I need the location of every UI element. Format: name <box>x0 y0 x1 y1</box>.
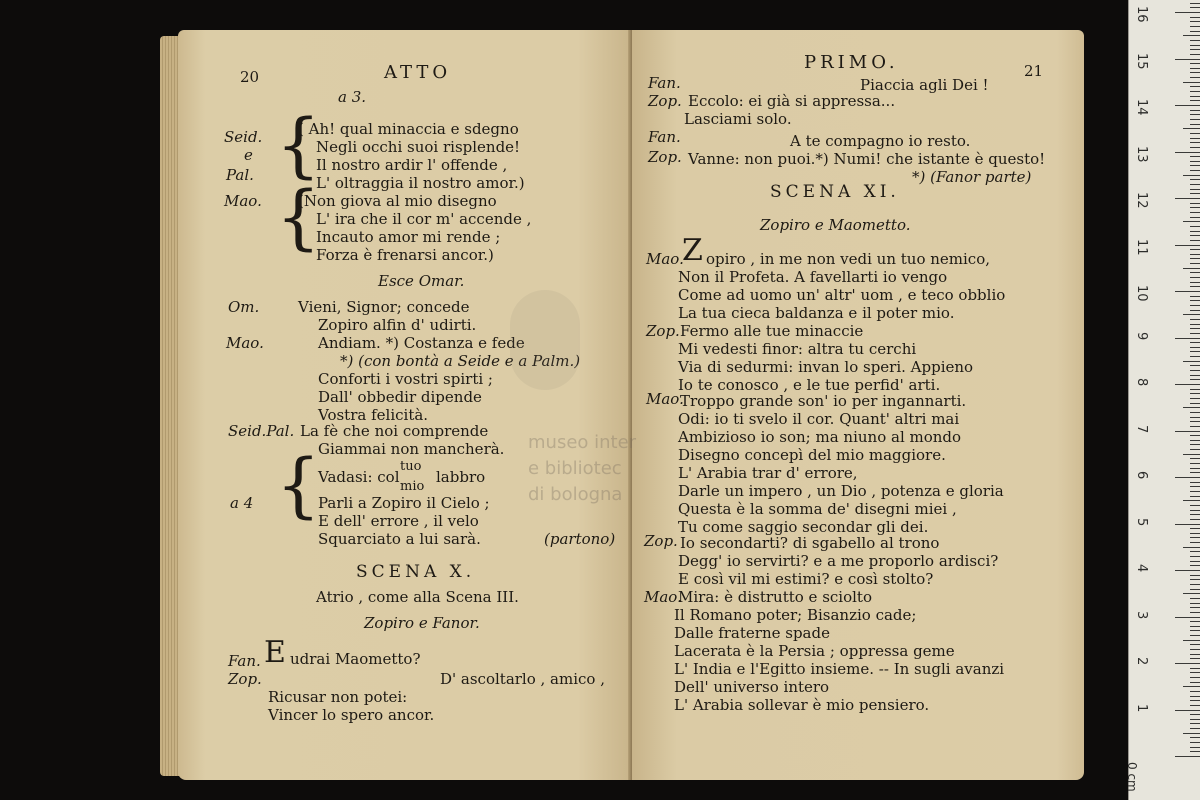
left-line-sp4: Om. <box>228 298 260 316</box>
right-line-r15: Io te conosco , e le tue perfid' arti. <box>678 376 941 394</box>
ruler-tick <box>1190 124 1200 125</box>
ruler-tick <box>1190 491 1200 492</box>
ruler-number: 10 <box>1134 285 1149 302</box>
ruler-tick <box>1183 733 1200 734</box>
ruler-tick <box>1190 444 1200 445</box>
right-line-r2: Eccolo: ei già si appressa... <box>688 92 896 110</box>
ruler-tick <box>1190 21 1200 22</box>
right-line-r16: Troppo grande son' io per ingannarti. <box>680 392 967 410</box>
ruler-tick <box>1183 500 1200 501</box>
ruler-tick <box>1175 198 1200 199</box>
ruler-tick <box>1175 756 1200 757</box>
ruler-tick <box>1190 644 1200 645</box>
ruler-tick <box>1190 486 1200 487</box>
right-line-r8: opiro , in me non vedi un tuo nemico, <box>706 250 991 268</box>
ruler-tick <box>1190 672 1200 673</box>
ruler-tick <box>1190 603 1200 604</box>
brace-seid-pal: { <box>276 104 321 186</box>
ruler-number: 9 <box>1134 331 1149 340</box>
ruler-tick <box>1190 277 1200 278</box>
right-line-r27s: Mao. <box>644 588 682 606</box>
ruler-tick <box>1190 705 1200 706</box>
ruler-tick <box>1175 338 1200 339</box>
ruler-tick <box>1183 82 1200 83</box>
ruler-tick <box>1190 551 1200 552</box>
right-line-r11: La tua cieca baldanza e il poter mio. <box>678 304 955 322</box>
ruler-tick <box>1183 128 1200 129</box>
ruler-number: 3 <box>1134 610 1149 619</box>
right-line-r8s: Mao. <box>646 250 684 268</box>
ruler-tick <box>1190 621 1200 622</box>
ruler-tick <box>1190 189 1200 190</box>
left-line-st1: Esce Omar. <box>378 272 465 290</box>
right-line-r12s: Zop. <box>646 322 680 340</box>
left-line-tuo: tuo <box>400 459 422 474</box>
ruler-tick <box>1190 254 1200 255</box>
left-line-sp9: Zop. <box>228 670 262 688</box>
right-line-r5s: Zop. <box>648 148 682 166</box>
ruler-tick <box>1190 161 1200 162</box>
ruler-tick <box>1183 593 1200 594</box>
right-line-r5: Vanne: non puoi.*) Numi! che istante è questo! <box>688 150 1046 168</box>
right-line-r9: Non il Profeta. A favellarti io vengo <box>678 268 948 286</box>
ruler-tick <box>1190 626 1200 627</box>
left-line-l7: Incauto amor mi rende ; <box>316 228 501 246</box>
ruler-tick <box>1190 365 1200 366</box>
ruler-tick <box>1190 91 1200 92</box>
right-line-r23: Tu come saggio secondar gli dei. <box>678 518 929 536</box>
ruler-tick <box>1190 742 1200 743</box>
right-line-r20: L' Arabia trar d' errore, <box>678 464 858 482</box>
ruler-tick <box>1190 63 1200 64</box>
ruler-tick <box>1190 728 1200 729</box>
ruler-tick <box>1175 524 1200 525</box>
brace-mao: { <box>276 176 321 258</box>
right-line-r17: Odi: io ti svelo il cor. Quant' altri mai <box>678 410 960 428</box>
ruler-tick <box>1190 719 1200 720</box>
ruler-tick <box>1190 31 1200 32</box>
right-running-head: PRIMO. <box>804 52 899 73</box>
left-line-l12: *) (con bontà a Seide e a Palm.) <box>340 352 581 370</box>
right-line-r4: A te compagno io resto. <box>790 132 971 150</box>
right-line-r6: *) (Fanor parte) <box>912 168 1032 186</box>
ruler-tick <box>1190 630 1200 631</box>
ruler-number: 14 <box>1134 99 1149 116</box>
ruler-tick <box>1190 203 1200 204</box>
ruler-tick <box>1190 296 1200 297</box>
ruler-tick <box>1190 440 1200 441</box>
ruler-tick <box>1190 217 1200 218</box>
left-line-st4: Zopiro e Fanor. <box>364 614 480 632</box>
ruler-tick <box>1175 152 1200 153</box>
left-line-l20: E dell' errore , il velo <box>318 512 479 530</box>
ruler-tick <box>1183 686 1200 687</box>
ruler-tick <box>1190 458 1200 459</box>
ruler-tick <box>1190 179 1200 180</box>
left-line-l18b: labbro <box>436 468 486 486</box>
ruler-tick <box>1190 607 1200 608</box>
left-line-l8: Forza è frenarsi ancor.) <box>316 246 494 264</box>
ruler-tick <box>1190 468 1200 469</box>
ruler-tick <box>1190 333 1200 334</box>
ruler-number: 12 <box>1134 192 1149 209</box>
ruler-tick <box>1190 426 1200 427</box>
ruler-tick <box>1190 514 1200 515</box>
ruler-tick <box>1190 305 1200 306</box>
left-line-sp6: Seid.Pal. <box>228 422 295 440</box>
left-line-l18: Vadasi: col <box>318 468 400 486</box>
ruler-tick <box>1190 561 1200 562</box>
ruler-tick <box>1190 3 1200 4</box>
ruler-tick <box>1190 496 1200 497</box>
ruler-tick <box>1190 310 1200 311</box>
left-line-a3: a 3. <box>338 88 367 106</box>
ruler-tick <box>1190 68 1200 69</box>
left-line-l19: Parli a Zopiro il Cielo ; <box>318 494 490 512</box>
ruler-number: 15 <box>1134 52 1149 70</box>
left-line-sp5: Mao. <box>226 334 264 352</box>
ruler-unit-label: 0 cm <box>1125 762 1139 792</box>
right-line-r24s: Zop. <box>644 532 678 550</box>
ruler-tick <box>1190 700 1200 701</box>
ruler-tick <box>1175 431 1200 432</box>
left-line-sp1e: e <box>244 146 253 164</box>
ruler-tick <box>1190 114 1200 115</box>
measurement-ruler <box>1125 0 1200 800</box>
ruler-tick <box>1190 482 1200 483</box>
right-line-r21: Darle un impero , un Dio , potenza e gloria <box>678 482 1004 500</box>
ruler-tick <box>1175 105 1200 106</box>
right-line-r30: Lacerata è la Persia ; oppressa geme <box>674 642 955 660</box>
ruler-tick <box>1190 691 1200 692</box>
right-line-big2: Z <box>682 233 703 268</box>
ruler-tick <box>1190 533 1200 534</box>
ruler-tick <box>1190 282 1200 283</box>
ruler-tick <box>1190 472 1200 473</box>
ruler-tick <box>1190 658 1200 659</box>
ruler-tick <box>1190 677 1200 678</box>
ruler-tick <box>1190 379 1200 380</box>
ruler-tick <box>1190 528 1200 529</box>
ruler-tick <box>1190 584 1200 585</box>
ruler-tick <box>1190 575 1200 576</box>
left-line-sp2: Pal. <box>226 166 254 184</box>
ruler-tick <box>1190 49 1200 50</box>
ruler-tick <box>1190 510 1200 511</box>
ruler-tick <box>1190 398 1200 399</box>
right-line-r26: E così vil mi estimi? e così stolto? <box>678 570 934 588</box>
ruler-tick <box>1190 747 1200 748</box>
ruler-tick <box>1190 598 1200 599</box>
ruler-tick <box>1190 328 1200 329</box>
ruler-tick <box>1175 291 1200 292</box>
right-line-r29: Dalle fraterne spade <box>674 624 830 642</box>
ruler-tick <box>1190 170 1200 171</box>
left-line-l21: Squarciato a lui sarà. <box>318 530 481 548</box>
ruler-tick <box>1190 17 1200 18</box>
ruler-tick <box>1190 26 1200 27</box>
ruler-tick <box>1183 35 1200 36</box>
ruler-tick <box>1190 142 1200 143</box>
ruler-tick <box>1190 212 1200 213</box>
ruler-tick <box>1175 384 1200 385</box>
right-line-r13: Mi vedesti finor: altra tu cerchi <box>678 340 917 358</box>
left-line-sp1: Seid. <box>224 128 263 146</box>
ruler-tick <box>1190 249 1200 250</box>
ruler-tick <box>1190 505 1200 506</box>
ruler-tick <box>1175 617 1200 618</box>
left-line-l23: D' ascoltarlo , amico , <box>440 670 605 688</box>
left-line-sp7: a 4 <box>230 494 254 512</box>
ruler-number: 5 <box>1134 517 1149 526</box>
right-line-r33: L' Arabia sollevar è mio pensiero. <box>674 696 930 714</box>
ruler-tick <box>1190 286 1200 287</box>
right-line-r27: Mira: è distrutto e sciolto <box>678 588 872 606</box>
ruler-tick <box>1190 272 1200 273</box>
ruler-number: 1 <box>1134 703 1149 712</box>
ruler-tick <box>1175 477 1200 478</box>
ruler-tick <box>1183 175 1200 176</box>
ruler-tick <box>1190 319 1200 320</box>
ruler-number: 2 <box>1134 657 1149 666</box>
left-page <box>178 30 632 780</box>
ruler-tick <box>1190 45 1200 46</box>
ruler-tick <box>1183 268 1200 269</box>
right-line-r4s: Fan. <box>648 128 681 146</box>
right-page-number: 21 <box>1024 62 1044 80</box>
left-line-st2: (partono) <box>544 530 616 548</box>
ruler-tick <box>1190 612 1200 613</box>
ruler-tick <box>1190 96 1200 97</box>
left-line-l3: Il nostro ardir l' offende , <box>316 156 508 174</box>
ruler-tick <box>1190 417 1200 418</box>
ruler-tick <box>1190 751 1200 752</box>
ruler-tick <box>1190 649 1200 650</box>
left-line-l1: ( Ah! qual minaccia e sdegno <box>298 120 519 138</box>
right-line-r18: Ambizioso io son; ma niuno al mondo <box>678 428 962 446</box>
ruler-tick <box>1190 133 1200 134</box>
left-line-l22: udrai Maometto? <box>290 650 421 668</box>
ruler-tick <box>1190 542 1200 543</box>
left-line-l4: L' oltraggia il nostro amor.) <box>316 174 525 192</box>
ruler-number: 6 <box>1134 471 1149 480</box>
right-line-r16s: Mao. <box>646 390 684 408</box>
ruler-tick <box>1183 361 1200 362</box>
ruler-tick <box>1190 389 1200 390</box>
left-line-sc10: SCENA X. <box>356 562 476 582</box>
watermark-logo <box>510 290 580 390</box>
left-line-l13: Conforti i vostri spirti ; <box>318 370 493 388</box>
ruler-number: 8 <box>1134 378 1149 387</box>
ruler-tick <box>1190 207 1200 208</box>
ruler-tick <box>1175 710 1200 711</box>
ruler-tick <box>1190 77 1200 78</box>
ruler-tick <box>1190 393 1200 394</box>
ruler-tick <box>1190 86 1200 87</box>
ruler-tick <box>1190 537 1200 538</box>
left-line-l16: La fè che noi comprende <box>300 422 489 440</box>
ruler-tick <box>1175 12 1200 13</box>
left-line-sp8: Fan. <box>228 652 261 670</box>
ruler-tick <box>1190 342 1200 343</box>
ruler-tick <box>1190 72 1200 73</box>
ruler-tick <box>1190 193 1200 194</box>
right-line-r22: Questa è la somma de' disegni miei , <box>678 500 957 518</box>
ruler-tick <box>1190 449 1200 450</box>
ruler-tick <box>1190 100 1200 101</box>
watermark-line-1: museo inter <box>528 432 637 453</box>
right-line-r2s: Zop. <box>648 92 682 110</box>
ruler-number: 16 <box>1134 6 1149 23</box>
ruler-tick <box>1190 654 1200 655</box>
left-line-mio: mio <box>400 479 425 494</box>
left-line-big1: E <box>264 635 286 670</box>
left-line-l17: Giammai non mancherà. <box>318 440 505 458</box>
right-line-r25: Degg' io servirti? e a me proporlo ardisci? <box>678 552 999 570</box>
right-line-r31: L' India e l'Egitto insieme. -- In sugli avanzi <box>674 660 1005 678</box>
right-line-r1s: Fan. <box>648 74 681 92</box>
ruler-tick <box>1190 138 1200 139</box>
ruler-tick <box>1190 565 1200 566</box>
ruler-tick <box>1190 263 1200 264</box>
left-line-l9: Vieni, Signor; concede <box>298 298 470 316</box>
ruler-tick <box>1190 231 1200 232</box>
left-line-l10: Zopiro alfin d' udirti. <box>318 316 477 334</box>
ruler-tick <box>1190 589 1200 590</box>
ruler-tick <box>1183 547 1200 548</box>
ruler-number: 4 <box>1134 564 1149 573</box>
ruler-tick <box>1190 40 1200 41</box>
left-line-l11: Andiam. *) Costanza e fede <box>318 334 525 352</box>
ruler-tick <box>1190 347 1200 348</box>
ruler-tick <box>1190 696 1200 697</box>
ruler-tick <box>1190 375 1200 376</box>
ruler-tick <box>1190 579 1200 580</box>
brace-a4: { <box>276 444 321 526</box>
ruler-tick <box>1190 351 1200 352</box>
left-line-l2: Negli occhi suoi risplende! <box>316 138 521 156</box>
ruler-tick <box>1190 7 1200 8</box>
left-running-head: ATTO <box>384 62 452 83</box>
ruler-tick <box>1190 421 1200 422</box>
ruler-tick <box>1190 723 1200 724</box>
right-line-r14: Via di sedurmi: invan lo speri. Appieno <box>678 358 974 376</box>
ruler-tick <box>1190 300 1200 301</box>
right-line-r28: Il Romano poter; Bisanzio cade; <box>674 606 917 624</box>
open-book <box>158 22 1088 787</box>
ruler-tick <box>1190 463 1200 464</box>
ruler-tick <box>1183 221 1200 222</box>
ruler-tick <box>1190 165 1200 166</box>
ruler-tick <box>1175 245 1200 246</box>
ruler-tick <box>1190 356 1200 357</box>
watermark-line-3: di bologna <box>528 484 623 505</box>
ruler-tick <box>1190 519 1200 520</box>
right-line-r19: Disegno concepì del mio maggiore. <box>678 446 946 464</box>
ruler-tick <box>1190 240 1200 241</box>
ruler-number: 11 <box>1134 238 1149 256</box>
ruler-tick <box>1190 258 1200 259</box>
right-line-sc11: SCENA XI. <box>770 182 900 202</box>
left-line-l14: Dall' obbedir dipende <box>318 388 482 406</box>
left-line-l24: Ricusar non potei: <box>268 688 408 706</box>
ruler-tick <box>1190 184 1200 185</box>
ruler-tick <box>1190 682 1200 683</box>
page-edges <box>160 36 180 776</box>
ruler-tick <box>1190 668 1200 669</box>
right-page <box>632 30 1084 780</box>
ruler-tick <box>1190 556 1200 557</box>
ruler-tick <box>1190 412 1200 413</box>
right-line-r32: Dell' universo intero <box>674 678 830 696</box>
ruler-tick <box>1190 147 1200 148</box>
ruler-tick <box>1190 714 1200 715</box>
ruler-tick <box>1190 635 1200 636</box>
ruler-tick <box>1175 663 1200 664</box>
right-line-r1: Piaccia agli Dei ! <box>860 76 989 94</box>
ruler-number: 7 <box>1134 424 1149 433</box>
ruler-tick <box>1190 235 1200 236</box>
ruler-tick <box>1190 370 1200 371</box>
ruler-tick <box>1190 737 1200 738</box>
left-line-st3: Atrio , come alla Scena III. <box>316 588 519 606</box>
ruler-tick <box>1183 407 1200 408</box>
ruler-tick <box>1190 435 1200 436</box>
right-line-r10: Come ad uomo un' altr' uom , e teco obblio <box>678 286 1006 304</box>
left-line-l6: L' ira che il cor m' accende , <box>316 210 532 228</box>
left-line-l15: Vostra felicità. <box>318 406 429 424</box>
ruler-tick <box>1190 226 1200 227</box>
watermark-line-2: e bibliotec <box>528 458 622 479</box>
ruler-number: 13 <box>1134 145 1149 163</box>
ruler-tick <box>1190 119 1200 120</box>
ruler-tick <box>1183 454 1200 455</box>
ruler-tick <box>1190 156 1200 157</box>
right-line-r24: Io secondarti? di sgabello al trono <box>680 534 940 552</box>
left-page-number: 20 <box>240 68 260 86</box>
left-line-sp3: Mao. <box>224 192 262 210</box>
ruler-tick <box>1175 59 1200 60</box>
right-line-r3: Lasciami solo. <box>684 110 792 128</box>
right-line-r7: Zopiro e Maometto. <box>760 216 911 234</box>
ruler-tick <box>1183 640 1200 641</box>
right-line-r12: Fermo alle tue minaccie <box>680 322 864 340</box>
ruler-tick <box>1190 324 1200 325</box>
ruler-tick <box>1175 570 1200 571</box>
ruler-tick <box>1190 403 1200 404</box>
left-line-l25: Vincer lo spero ancor. <box>268 706 435 724</box>
ruler-tick <box>1183 314 1200 315</box>
left-line-l5: (Non giova al mio disegno <box>298 192 497 210</box>
ruler-tick <box>1190 110 1200 111</box>
ruler-tick <box>1190 54 1200 55</box>
